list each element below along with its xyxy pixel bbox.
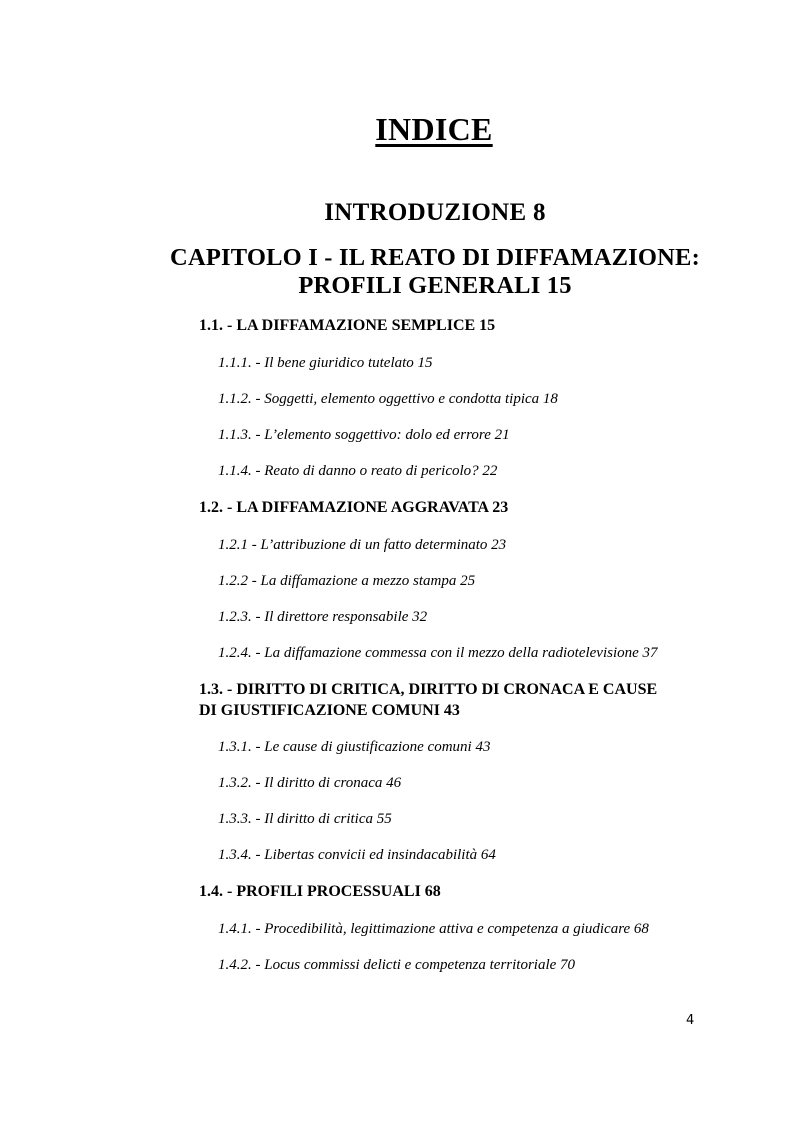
toc-subsection-item: 1.1.4. - Reato di danno o reato di pericolo? 22 [218,463,498,479]
toc-subsection-item: 1.3.2. - Il diritto di cronaca 46 [218,775,402,791]
toc-section-heading: 1.2. - LA DIFFAMAZIONE AGGRAVATA 23 [199,499,509,516]
toc-subsection-item: 1.2.2 - La diffamazione a mezzo stampa 25 [218,573,476,589]
toc-section-heading-line-2: DI GIUSTIFICAZIONE COMUNI 43 [199,702,460,719]
toc-section-heading: 1.4. - PROFILI PROCESSUALI 68 [199,883,441,900]
toc-section-heading-line-1: 1.3. - DIRITTO DI CRITICA, DIRITTO DI CRONACA E CAUSE [199,681,658,698]
page-number: 4 [686,1013,695,1028]
toc-subsection-item: 1.2.1 - L’attribuzione di un fatto determinato 23 [218,537,507,553]
toc-chapter-heading [150,244,720,300]
toc-introduction: INTRODUZIONE 8 [324,199,546,226]
toc-subsection-item: 1.3.4. - Libertas convicii ed insindacabilità 64 [218,847,496,863]
toc-subsection-item: 1.2.4. - La diffamazione commessa con il mezzo della radiotelevisione 37 [218,645,658,661]
page-title: INDICE [375,111,493,147]
toc-subsection-item: 1.4.1. - Procedibilità, legittimazione attiva e competenza a giudicare 68 [218,921,649,937]
chapter-heading-line-1: CAPITOLO I - IL REATO DI DIFFAMAZIONE: [170,244,700,271]
toc-subsection-item: 1.2.3. - Il direttore responsabile 32 [218,609,428,625]
toc-subsection-item: 1.4.2. - Locus commissi delicti e competenza territoriale 70 [218,957,576,973]
toc-subsection-item: 1.1.2. - Soggetti, elemento oggettivo e condotta tipica 18 [218,391,558,407]
toc-subsection-item: 1.3.3. - Il diritto di critica 55 [218,811,392,827]
toc-subsection-item: 1.1.1. - Il bene giuridico tutelato 15 [218,355,433,371]
chapter-heading-line-2: PROFILI GENERALI 15 [298,272,572,299]
toc-subsection-item: 1.1.3. - L’elemento soggettivo: dolo ed errore 21 [218,427,510,443]
toc-section-heading: 1.1. - LA DIFFAMAZIONE SEMPLICE 15 [199,317,496,334]
toc-subsection-item: 1.3.1. - Le cause di giustificazione comuni 43 [218,739,491,755]
